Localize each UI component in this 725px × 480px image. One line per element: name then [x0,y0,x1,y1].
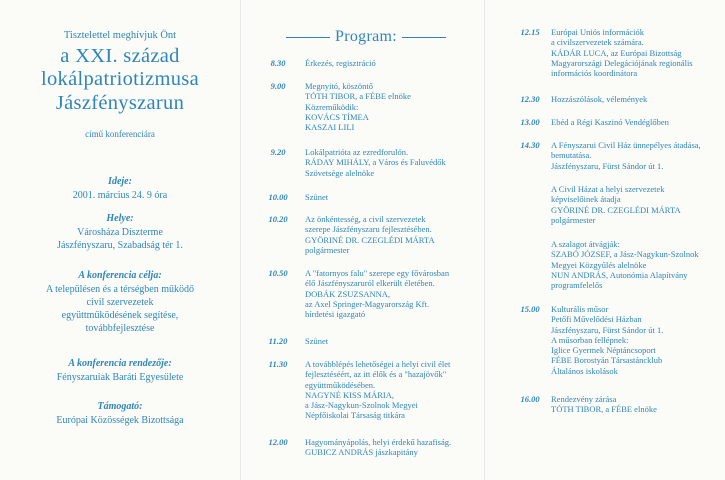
program-line: bemutatása. [551,150,592,161]
conference-title-line-1: a XXI. század [60,45,180,67]
program-line: Petőfi Művelődési Házban [551,314,642,325]
program-line: együttműködésében. [305,379,376,390]
program-line: az Axel Springer-Magyarország Kft. [305,298,429,309]
program-description [551,304,721,376]
program-line: Hagyományápolás, helyi érdekű hazafiság. [305,437,452,447]
program-line: FÉBE Borostyán Társastáncklub [551,355,663,366]
program-line: szerepe Jászfényszaru fejlesztésében. [305,224,432,235]
organizer-label: A konferencia rendezője: [68,358,172,369]
program-line: Hozzászólások, vélemények [551,94,648,104]
program-line: A műsorban fellépnek: [551,334,629,345]
program-line: Általános iskolások [551,365,618,376]
program-description [551,94,721,104]
program-time: 10.20 [268,214,288,224]
heading-rule [286,37,330,38]
program-description [305,268,481,319]
program-line: KOVÁCS TÍMEA [305,111,369,122]
program-line: A Fényszarui Civil Ház ünnepélyes átadása, [551,140,701,150]
place-value: Városháza Díszterme Jászfényszaru, Szabadság tér 1. [57,227,183,251]
program-description [305,359,481,421]
place-label: Helye: [106,213,134,224]
program-line: polgármester [551,214,596,225]
supporter-value: Európai Közösségek Bizottsága [56,415,184,426]
program-time: 10.50 [268,268,288,278]
invitation-line: Tisztelettel meghívjuk Önt [63,30,177,41]
program-line: KASZAI LILI [305,122,355,133]
program-line: Lokálpatrióta az ezredforulón. [305,147,409,157]
program-line: Közreműködik: [305,101,359,112]
program-description [551,117,721,127]
program-line: A "fatornyos falu" szerepe egy fővárosban [305,268,450,278]
program-line: Magyarországi Delegációjának regionális [551,57,693,68]
program-line: a Jász-Nagykun-Szolnok Megyei [305,400,418,411]
invitation-panel [0,0,240,480]
conference-title-line-2: lokálpatriotizmusa [41,68,199,90]
program-description [551,184,721,225]
program-time: 8.30 [270,58,286,68]
heading-rule [402,37,446,38]
program-line: Kulturális műsor [551,304,609,314]
program-time: 11.20 [268,336,288,346]
program-line: Megyei Közgyűlés alelnöke [551,259,647,270]
program-line: NUN ANDRÁS, Autonómia Alapítvány [551,269,688,280]
goal-label: A konferencia célja: [78,270,162,281]
program-line: A Civil Házat a helyi szervezetek [551,184,665,194]
program-line: információs koordinátora [551,68,638,79]
program-line: képviselőinek átadja [551,194,621,205]
program-time: 12.00 [268,437,288,447]
conference-subtitle: című konferenciára [85,129,155,139]
program-line: Jászfényszaru, Fürst Sándor út 1. [551,160,664,171]
program-description [551,27,721,78]
program-description [551,239,721,290]
organizer-value: Fényszaruiak Baráti Egyesülete [56,372,184,383]
program-line: NAGYNÉ KISS MÁRIA, [305,389,395,400]
date-value: 2001. március 24. 9 óra [72,190,168,201]
program-line: RÁDAY MIHÁLY, a Város és Faluvédők [305,157,446,168]
program-time: 13.00 [520,117,540,127]
program-line: Szünet [305,336,329,346]
program-time: 10.00 [268,192,288,202]
program-line: A szalagot átvágják: [551,239,620,249]
program-description [551,394,721,415]
program-time: 12.30 [520,94,540,104]
program-time: 12.15 [520,27,540,37]
program-line: TÓTH TIBOR, a FÉBE elnöke [305,91,411,102]
program-line: fejlesztéséért, az itt élők és a "hazajövők" [305,369,447,380]
supporter-label: Támogató: [97,401,143,412]
program-time: 14.30 [520,140,540,150]
program-line: Rendezvény zárása [551,394,617,404]
program-line: Szünet [305,192,329,202]
program-line: Jászfényszaru, Fürst Sándor út 1. [551,324,664,335]
conference-title-line-3: Jászfényszarun [55,92,185,114]
program-line: a civilszervezetek számára. [551,37,644,48]
program-line: Szövetsége alelnöke [305,167,375,178]
program-description [305,81,481,132]
program-time: 11.30 [268,359,288,369]
goal-value: A településen és a térségben működő civil szervezetek együttműködésének segítése, továbbfejlesztése [45,284,194,334]
program-heading-text: Program: [335,28,397,45]
program-line: Az önkéntesség, a civil szervezetek [305,214,426,224]
program-line: Ebéd a Régi Kaszinó Vendéglőben [551,117,669,127]
program-description [305,192,481,202]
program-line: TÓTH TIBOR, a FÉBE elnöke [551,404,657,415]
program-description [305,336,481,346]
program-description [305,437,481,458]
program-time: 15.00 [520,304,540,314]
program-description [305,214,481,255]
program-line: Megnyitó, köszöntő [305,81,373,91]
program-time: 9.00 [270,81,286,91]
program-time: 9.20 [270,147,286,157]
program-panel-right [484,0,725,480]
program-line: programfelelős [551,280,603,291]
program-time: 16.00 [520,394,540,404]
program-line: DOBÁK ZSUZSANNA, [305,288,391,299]
program-line: Iglice Gyermek Néptáncsoport [551,345,656,356]
program-line: hírdetési igazgató [305,309,366,320]
program-line: KÁDÁR LUCA, az Európai Bizottság [551,47,682,58]
program-line: GYÖRINÉ DR. CZEGLÉDI MÁRTA [305,234,435,245]
program-line: polgármester [305,244,350,255]
program-panel-middle [240,0,484,480]
program-line: SZABÓ JÓZSEF, a Jász-Nagykun-Szolnok [551,249,699,260]
program-line: GYÖRINÉ DR. CZEGLÉDI MÁRTA [551,204,681,215]
program-description [551,140,721,171]
program-heading [261,28,471,46]
date-label: Ideje: [108,176,132,187]
program-description [305,58,481,68]
program-line: GUBICZ ANDRÁS jászkapitány [305,447,418,458]
program-line: Érkezés, regisztráció [305,58,376,68]
program-line: Európai Uniós információk [551,27,645,37]
program-line: A továbblépés lehetőségei a helyi civil élet [305,359,451,369]
program-line: élő Jászfényszaruról elkerült életében. [305,278,435,289]
program-description [305,147,481,178]
program-line: Népfőiskolai Társaság titkára [305,410,405,421]
